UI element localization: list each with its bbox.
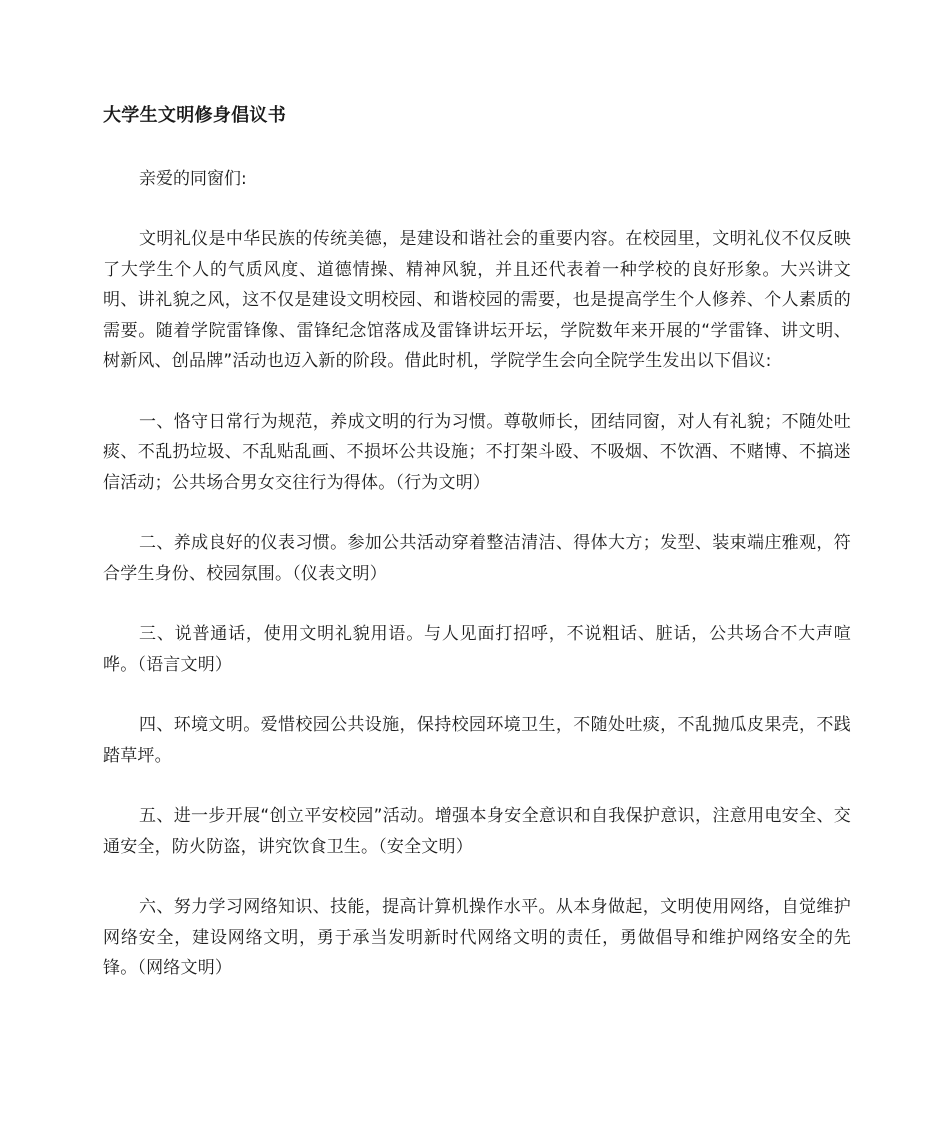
paragraph-network: 六、努力学习网络知识、技能，提高计算机操作水平。从本身做起，文明使用网络，自觉维护网络安全，建设网络文明，勇于承当发明新时代网络文明的责任，勇做倡导和维护网络安全的先锋。（网络文明） xyxy=(103,897,851,978)
paragraph-safety: 五、进一步开展“创立平安校园”活动。增强本身安全意识和自我保护意识，注意用电安全、交通安全，防火防盗，讲究饮食卫生。（安全文明） xyxy=(103,806,851,857)
paragraph-language: 三、说普通话，使用文明礼貌用语。与人见面打招呼，不说粗话、脏话，公共场合不大声喧哗。（语言文明） xyxy=(103,624,851,675)
paragraph-environment: 四、环境文明。爱惜校园公共设施，保持校园环境卫生，不随处吐痰，不乱抛瓜皮果壳，不践踏草坪。 xyxy=(103,715,851,766)
salutation: 亲爱的同窗们: xyxy=(139,169,247,189)
document-title: 大学生文明修身倡议书 xyxy=(103,105,286,126)
paragraph-appearance: 二、养成良好的仪表习惯。参加公共活动穿着整洁清洁、得体大方；发型、装束端庄雅观，符合学生身份、校园氛围。（仪表文明） xyxy=(103,533,851,584)
paragraph-intro: 文明礼仪是中华民族的传统美德，是建设和谐社会的重要内容。在校园里，文明礼仪不仅反映了大学生个人的气质风度、道德情操、精神风貌，并且还代表着一种学校的良好形象。大兴讲文明、讲礼貌之风，这不仅是建设文明校园、和谐校园的需要，也是提高学生个人修养、个人素质的需要。随着学院雷锋像、雷锋纪念馆落成及雷锋讲坛开坛，学院数年来开展的“学雷锋、讲文明、树新风、创品牌”活动也迈入新的阶段。借此时机，学院学生会向全院学生发出以下倡议: xyxy=(103,229,851,371)
document-body xyxy=(103,100,851,1014)
paragraph-behavior: 一、恪守日常行为规范，养成文明的行为习惯。尊敬师长，团结同窗，对人有礼貌；不随处吐痰、不乱扔垃圾、不乱贴乱画、不损坏公共设施；不打架斗殴、不吸烟、不饮酒、不赌博、不搞迷信活动；公共场合男女交往行为得体。（行为文明） xyxy=(103,411,851,493)
